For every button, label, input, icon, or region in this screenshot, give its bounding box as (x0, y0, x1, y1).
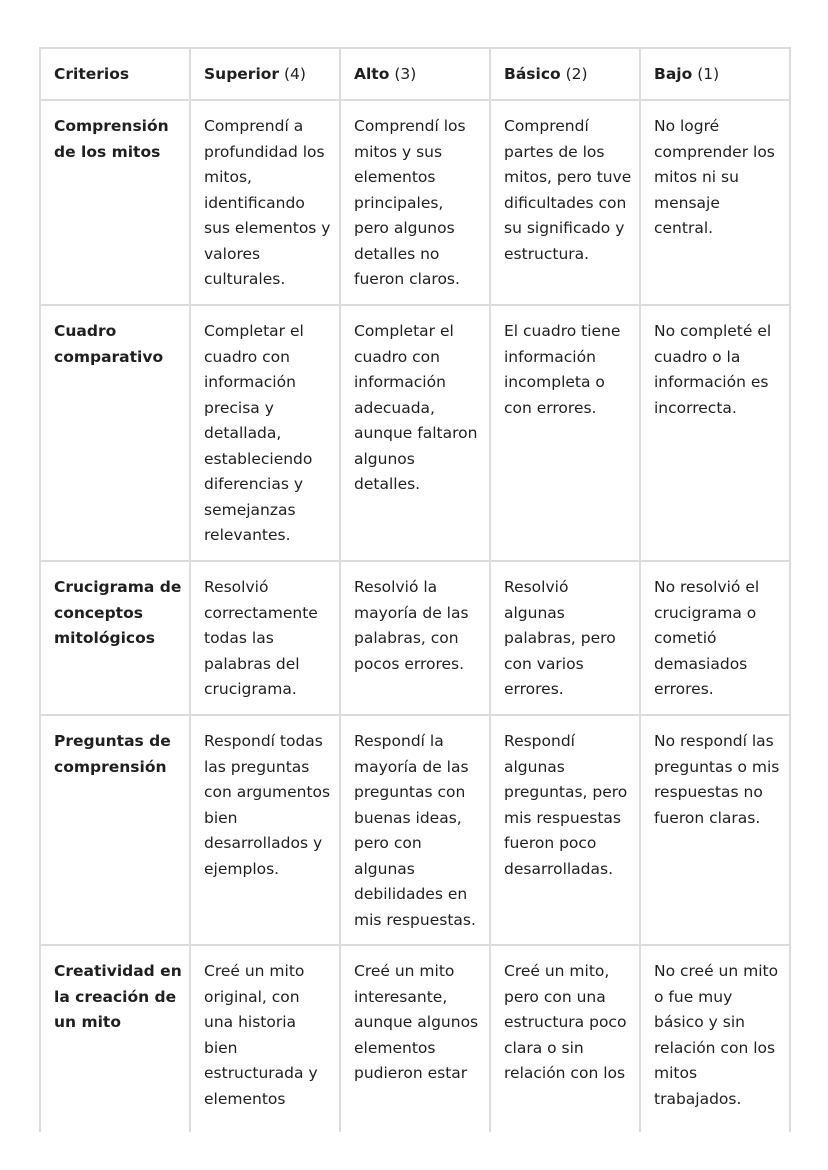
descriptor-cell: Respondí algunas preguntas, pero mis respuestas fueron poco desarrolladas. (490, 715, 640, 945)
criterion-cell: Preguntas de comprensión (40, 715, 190, 945)
descriptor-cell: Resolvió correctamente todas las palabras del crucigrama. (190, 561, 340, 715)
criterion-cell: Crucigrama de conceptos mitológicos (40, 561, 190, 715)
table-row (40, 305, 790, 561)
criterion-cell: Comprensión de los mitos (40, 100, 190, 305)
descriptor-cell: Comprendí partes de los mitos, pero tuve dificultades con su significado y estructura. (490, 100, 640, 305)
descriptor-cell: No resolvió el crucigrama o cometió demasiados errores. (640, 561, 790, 715)
descriptor-cell: No logré comprender los mitos ni su mensaje central. (640, 100, 790, 305)
descriptor-cell: Respondí la mayoría de las preguntas con buenas ideas, pero con algunas debilidades en mis respuestas. (340, 715, 490, 945)
descriptor-cell: Creé un mito, pero con una estructura poco clara o sin relación con los (490, 945, 640, 1132)
table-row (40, 561, 790, 715)
table-row (40, 100, 790, 305)
header-level-basico: Básico (2) (490, 48, 640, 100)
descriptor-cell: Respondí todas las preguntas con argumentos bien desarrollados y ejemplos. (190, 715, 340, 945)
descriptor-cell: Creé un mito original, con una historia bien estructurada y elementos (190, 945, 340, 1132)
descriptor-cell: Comprendí a profundidad los mitos, identificando sus elementos y valores culturales. (190, 100, 340, 305)
descriptor-cell: No creé un mito o fue muy básico y sin relación con los mitos trabajados. (640, 945, 790, 1132)
criterion-cell: Creatividad en la creación de un mito (40, 945, 190, 1132)
criterion-cell: Cuadro comparativo (40, 305, 190, 561)
table-row (40, 945, 790, 1132)
descriptor-cell: Creé un mito interesante, aunque algunos elementos pudieron estar (340, 945, 490, 1132)
rubric-table (39, 47, 791, 1132)
table-row (40, 715, 790, 945)
descriptor-cell: No respondí las preguntas o mis respuestas no fueron claras. (640, 715, 790, 945)
header-level-alto: Alto (3) (340, 48, 490, 100)
descriptor-cell: El cuadro tiene información incompleta o con errores. (490, 305, 640, 561)
descriptor-cell: Comprendí los mitos y sus elementos principales, pero algunos detalles no fueron claros. (340, 100, 490, 305)
descriptor-cell: Completar el cuadro con información adecuada, aunque faltaron algunos detalles. (340, 305, 490, 561)
descriptor-cell: Resolvió algunas palabras, pero con varios errores. (490, 561, 640, 715)
descriptor-cell: Resolvió la mayoría de las palabras, con pocos errores. (340, 561, 490, 715)
header-level-superior: Superior (4) (190, 48, 340, 100)
header-level-bajo: Bajo (1) (640, 48, 790, 100)
header-row (40, 48, 790, 100)
descriptor-cell: Completar el cuadro con información precisa y detallada, estableciendo diferencias y semejanzas relevantes. (190, 305, 340, 561)
header-criteria: Criterios (40, 48, 190, 100)
descriptor-cell: No completé el cuadro o la información es incorrecta. (640, 305, 790, 561)
